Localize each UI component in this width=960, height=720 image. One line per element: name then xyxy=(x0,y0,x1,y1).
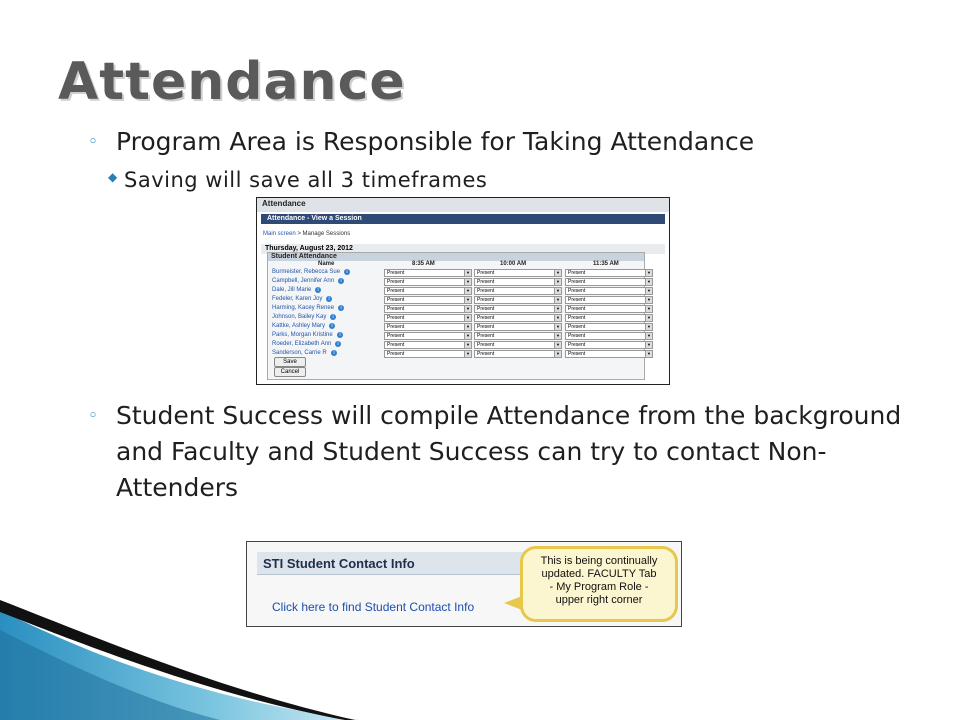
attendance-select-value: Present xyxy=(568,288,586,294)
attendance-select-value: Present xyxy=(387,315,405,321)
attendance-select-value: Present xyxy=(568,342,586,348)
table-row xyxy=(268,277,651,286)
attendance-select[interactable] xyxy=(384,269,472,277)
attendance-select-value: Present xyxy=(477,333,495,339)
attendance-select[interactable] xyxy=(474,287,562,295)
attendance-select[interactable] xyxy=(384,278,472,286)
chevron-down-icon: ▼ xyxy=(464,351,471,357)
contact-info-link[interactable]: Click here to find Student Contact Info xyxy=(272,600,475,614)
info-icon[interactable]: i xyxy=(326,296,332,302)
chevron-down-icon: ▼ xyxy=(554,288,561,294)
circle-bullet-icon: ◦ xyxy=(88,132,99,152)
col-name: Name xyxy=(318,261,335,267)
attendance-select[interactable] xyxy=(384,296,472,304)
decorative-swoosh xyxy=(0,590,360,720)
attendance-screenshot xyxy=(256,197,670,385)
col-time-2: 10:00 AM xyxy=(500,261,527,267)
chevron-down-icon: ▼ xyxy=(645,324,652,330)
student-name-link[interactable]: Parks, Morgan Kristine xyxy=(272,332,333,338)
attendance-select-value: Present xyxy=(387,324,405,330)
attendance-select[interactable] xyxy=(565,332,653,340)
breadcrumb xyxy=(261,226,665,242)
attendance-select-value: Present xyxy=(568,333,586,339)
table-row xyxy=(268,349,651,358)
info-icon[interactable]: i xyxy=(331,350,337,356)
chevron-down-icon: ▼ xyxy=(645,333,652,339)
slide-title: Attendance xyxy=(58,52,406,112)
chevron-down-icon: ▼ xyxy=(554,333,561,339)
attendance-select-value: Present xyxy=(387,288,405,294)
table-row xyxy=(268,268,651,277)
column-headers xyxy=(268,261,644,268)
attendance-subheader: Attendance - View a Session xyxy=(261,214,665,224)
circle-bullet-icon: ◦ xyxy=(88,406,99,426)
chevron-down-icon: ▼ xyxy=(464,288,471,294)
student-name-link[interactable]: Johnson, Bailey Kay xyxy=(272,314,327,320)
table-row xyxy=(268,322,651,331)
attendance-select-value: Present xyxy=(568,306,586,312)
attendance-select-value: Present xyxy=(477,315,495,321)
callout-line: This is being continually xyxy=(540,555,658,567)
chevron-down-icon: ▼ xyxy=(645,288,652,294)
attendance-select[interactable] xyxy=(474,350,562,358)
chevron-down-icon: ▼ xyxy=(645,279,652,285)
attendance-select[interactable] xyxy=(474,332,562,340)
student-name-link[interactable]: Roeder, Elizabeth Ann xyxy=(272,341,332,347)
breadcrumb-main-link[interactable]: Main screen xyxy=(263,231,296,237)
attendance-select-value: Present xyxy=(387,351,405,357)
attendance-select-value: Present xyxy=(477,279,495,285)
attendance-select[interactable] xyxy=(565,323,653,331)
chevron-down-icon: ▼ xyxy=(464,297,471,303)
table-row xyxy=(268,304,651,313)
sub-bullet-saving xyxy=(108,168,488,192)
chevron-down-icon: ▼ xyxy=(554,342,561,348)
attendance-select-value: Present xyxy=(477,306,495,312)
attendance-select-value: Present xyxy=(568,324,586,330)
student-name-link[interactable]: Burmeister, Rebecca Sue xyxy=(272,269,341,275)
attendance-select[interactable] xyxy=(565,278,653,286)
attendance-select-value: Present xyxy=(568,315,586,321)
attendance-header: Attendance xyxy=(257,198,669,212)
student-name-link[interactable]: Campbell, Jennifer Ann xyxy=(272,278,335,284)
info-icon[interactable]: i xyxy=(330,314,336,320)
attendance-select[interactable] xyxy=(565,305,653,313)
attendance-select-value: Present xyxy=(387,333,405,339)
attendance-select[interactable] xyxy=(474,341,562,349)
attendance-select-value: Present xyxy=(568,270,586,276)
attendance-select[interactable] xyxy=(384,287,472,295)
attendance-select-value: Present xyxy=(477,351,495,357)
attendance-select[interactable] xyxy=(474,278,562,286)
table-row xyxy=(268,286,651,295)
session-date: Thursday, August 23, 2012 xyxy=(261,244,665,254)
student-attendance-panel xyxy=(267,252,651,380)
attendance-select-value: Present xyxy=(387,279,405,285)
diamond-bullet-icon: ◆ xyxy=(108,170,118,184)
panel-title: Student Attendance xyxy=(268,253,644,261)
bullet-text: Program Area is Responsible for Taking Attendance xyxy=(116,127,755,156)
attendance-select-value: Present xyxy=(568,279,586,285)
breadcrumb-current: > Manage Sessions xyxy=(295,231,351,237)
info-icon[interactable]: i xyxy=(338,278,344,284)
info-icon[interactable]: i xyxy=(329,323,335,329)
attendance-select[interactable] xyxy=(474,314,562,322)
attendance-select[interactable] xyxy=(565,287,653,295)
attendance-select[interactable] xyxy=(565,314,653,322)
col-time-3: 11:35 AM xyxy=(593,261,619,267)
chevron-down-icon: ▼ xyxy=(554,297,561,303)
attendance-select-value: Present xyxy=(387,297,405,303)
chevron-down-icon: ▼ xyxy=(464,342,471,348)
info-icon[interactable]: i xyxy=(344,269,350,275)
attendance-select-value: Present xyxy=(387,342,405,348)
chevron-down-icon: ▼ xyxy=(554,270,561,276)
chevron-down-icon: ▼ xyxy=(645,315,652,321)
info-icon[interactable]: i xyxy=(338,305,344,311)
attendance-select-value: Present xyxy=(477,297,495,303)
table-row xyxy=(268,340,651,349)
chevron-down-icon: ▼ xyxy=(645,342,652,348)
callout-line: upper right corner xyxy=(555,594,643,606)
attendance-select-value: Present xyxy=(568,297,586,303)
student-name-link[interactable]: Dale, Jill Marie xyxy=(272,287,312,293)
student-name-link[interactable]: Sanderson, Carrie R xyxy=(272,350,327,356)
attendance-select[interactable] xyxy=(384,305,472,313)
bullet-text: Student Success will compile Attendance from the background and Faculty and Student Success can try to contact Non-Attenders xyxy=(116,401,902,502)
attendance-select-value: Present xyxy=(387,270,405,276)
attendance-select[interactable] xyxy=(474,305,562,313)
attendance-select[interactable] xyxy=(565,341,653,349)
callout-line: updated. FACULTY Tab xyxy=(541,568,657,580)
attendance-select[interactable] xyxy=(474,296,562,304)
callout-note xyxy=(520,546,678,622)
attendance-select-value: Present xyxy=(477,324,495,330)
chevron-down-icon: ▼ xyxy=(645,297,652,303)
attendance-select[interactable] xyxy=(384,332,472,340)
col-time-1: 8:35 AM xyxy=(412,261,435,267)
info-icon[interactable]: i xyxy=(315,287,321,293)
chevron-down-icon: ▼ xyxy=(464,306,471,312)
chevron-down-icon: ▼ xyxy=(554,306,561,312)
attendance-select-value: Present xyxy=(477,342,495,348)
attendance-select-value: Present xyxy=(477,270,495,276)
chevron-down-icon: ▼ xyxy=(645,306,652,312)
sub-bullet-text: Saving will save all 3 timeframes xyxy=(124,168,488,192)
chevron-down-icon: ▼ xyxy=(645,270,652,276)
save-button[interactable]: Save xyxy=(274,357,306,367)
chevron-down-icon: ▼ xyxy=(464,315,471,321)
info-icon[interactable]: i xyxy=(335,341,341,347)
attendance-select[interactable] xyxy=(565,296,653,304)
info-icon[interactable]: i xyxy=(337,332,343,338)
chevron-down-icon: ▼ xyxy=(554,324,561,330)
attendance-select[interactable] xyxy=(384,323,472,331)
chevron-down-icon: ▼ xyxy=(464,279,471,285)
table-row xyxy=(268,331,651,340)
chevron-down-icon: ▼ xyxy=(554,279,561,285)
chevron-down-icon: ▼ xyxy=(464,324,471,330)
table-row xyxy=(268,295,651,304)
attendance-select-value: Present xyxy=(568,351,586,357)
chevron-down-icon: ▼ xyxy=(645,351,652,357)
attendance-select[interactable] xyxy=(384,350,472,358)
attendance-select-value: Present xyxy=(387,306,405,312)
student-name-link[interactable]: Harming, Kacey Renee xyxy=(272,305,335,311)
attendance-select[interactable] xyxy=(384,341,472,349)
chevron-down-icon: ▼ xyxy=(464,333,471,339)
attendance-select[interactable] xyxy=(474,323,562,331)
chevron-down-icon: ▼ xyxy=(464,270,471,276)
chevron-down-icon: ▼ xyxy=(554,315,561,321)
attendance-select[interactable] xyxy=(384,314,472,322)
table-row xyxy=(268,313,651,322)
attendance-select-value: Present xyxy=(477,288,495,294)
contact-info-title: STI Student Contact Info xyxy=(263,556,415,571)
chevron-down-icon: ▼ xyxy=(554,351,561,357)
student-name-link[interactable]: Fedeler, Karen Joy xyxy=(272,296,323,302)
attendance-select[interactable] xyxy=(474,269,562,277)
callout-line: - My Program Role - xyxy=(549,581,649,593)
student-name-link[interactable]: Kattke, Ashley Mary xyxy=(272,323,326,329)
attendance-select[interactable] xyxy=(565,269,653,277)
cancel-button[interactable]: Cancel xyxy=(274,367,306,377)
attendance-select[interactable] xyxy=(565,350,653,358)
